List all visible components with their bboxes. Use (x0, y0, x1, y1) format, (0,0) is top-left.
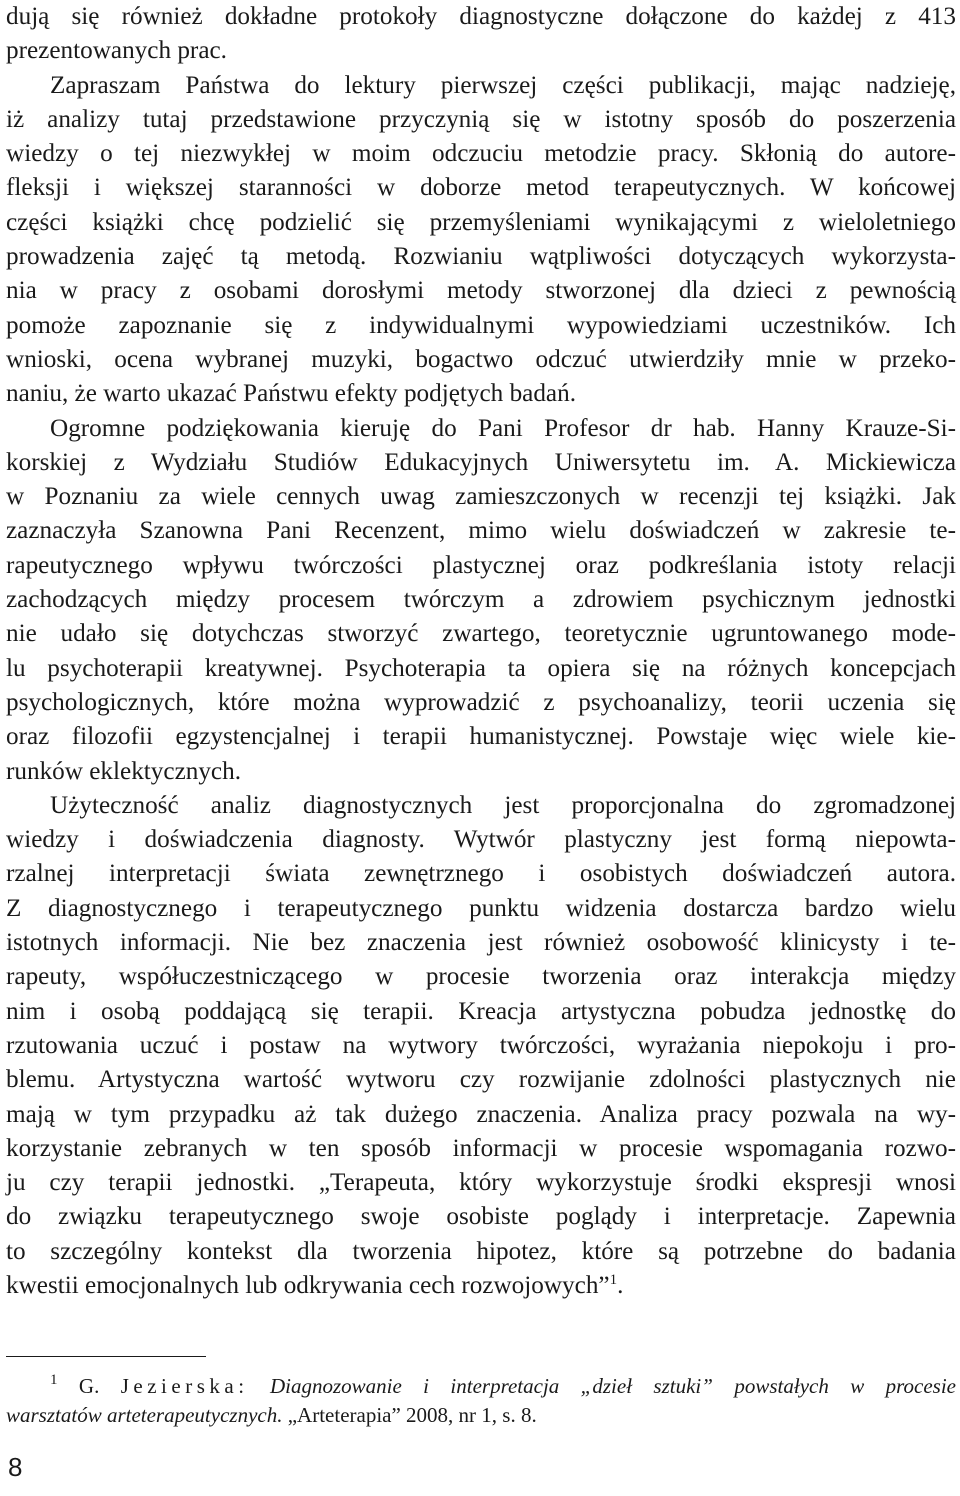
footnote-divider (6, 1356, 206, 1357)
text-line: psychologicznych, które można wyprowadzić z psychoanalizy, teorii uczenia się (6, 688, 956, 716)
text-line: wiedzy o tej niezwykłej w moim odczuciu metodzie pracy. Skłonią do autore- (6, 140, 956, 168)
text-line: dują się również dokładne protokoły diagnostyczne dołączone do każdej z 413 (6, 3, 956, 30)
text-line: korzystanie zebranych w ten sposób informacji w procesie wspomagania rozwo- (6, 1134, 956, 1162)
text-line: zaznaczyła Szanowna Pani Recenzent, mimo wielu doświadczeń w zakresie te- (6, 517, 956, 545)
footnote-source: „Arteterapia” 2008, nr 1, s. 8. (287, 1403, 537, 1427)
text-line: to szczególny kontekst dla tworzenia hipotez, które są potrzebne do badania (6, 1237, 956, 1265)
text-line: w Poznaniu za wiele cennych uwag zamieszczonych w recenzji tej książki. Jak (6, 483, 956, 511)
text-line: ju czy terapii jednostki. „Terapeuta, który wykorzystuje środki ekspresji wnosi (6, 1169, 956, 1197)
text-line: Z diagnostycznego i terapeutycznego punktu widzenia dostarcza bardzo wielu (6, 894, 956, 922)
text-line: rapeutycznego wpływu twórczości plastycznej oraz podkreślania istoty relacji (6, 551, 956, 579)
text-line: rzalnej interpretacji świata zewnętrznego i osobistych doświadczeń autora. (6, 860, 956, 888)
text-line: nie udało się dotychczas stworzyć zwartego, teoretycznie ugruntowanego mode- (6, 620, 956, 648)
text-line: Ogromne podziękowania kieruję do Pani Profesor dr hab. Hanny Krauze-Si- (50, 414, 956, 442)
footnote-marker: 1 (50, 1372, 58, 1388)
text-line: naniu, że warto ukazać Państwu efekty podjętych badań. (6, 380, 577, 408)
text-line: istotnych informacji. Nie bez znaczenia jest również osobowość klinicysty i te- (6, 929, 956, 957)
text-line: blemu. Artystyczna wartość wytworu czy rozwijanie zdolności plastycznych nie (6, 1066, 956, 1094)
footnote-title-part2: warsztatów arteterapeutycznych. (6, 1403, 283, 1427)
text-line: iż analizy tutaj przedstawione przyczynią się w istotny sposób do poszerzenia (6, 105, 956, 133)
text-line: pomoże zapoznanie się z indywidualnymi wypowiedziami uczestników. Ich (6, 311, 956, 339)
text-line: korskiej z Wydziału Studiów Edukacyjnych Uniwersytetu im. A. Mickiewicza (6, 448, 956, 476)
text-line: lu psychoterapii kreatywnej. Psychoterapia ta opiera się na różnych koncepcjach (6, 654, 956, 682)
text-line-with-footnote-ref: kwestii emocjonalnych lub odkrywania cech rozwojowych”$^1$. (6, 1271, 624, 1299)
text-line: fleksji i większej staranności w doborze metod terapeutycznych. W końcowej (6, 174, 956, 202)
text-line: części książki chcę podzielić się przemyśleniami wynikającymi z wieloletniego (6, 208, 956, 236)
text-line: rapeuty, współuczestniczącego w procesie tworzenia oraz interakcja między (6, 963, 956, 991)
page-number: 8 (8, 1452, 23, 1482)
text-line: wnioski, ocena wybranej muzyki, bogactwo odczuć utwierdziły mnie w przeko- (6, 345, 956, 373)
text-line: nim i osobą poddającą się terapii. Kreacja artystyczna pobudza jednostkę do (6, 997, 956, 1025)
text-line: kwestii emocjonalnych lub odkrywania cech rozwojowych” (6, 1271, 610, 1299)
text-line: nia w pracy z osobami dorosłymi metody stworzonej dla dzieci z pewnością (6, 277, 956, 305)
page-body (6, 0, 956, 1303)
footnote (6, 1372, 956, 1430)
main-text (6, 0, 956, 1303)
text-line: do związku terapeutycznego swoje osobiste poglądy i interpretacje. Zapewnia (6, 1203, 956, 1231)
footnote-author-surname: Jezierska: (120, 1374, 249, 1398)
text-line: prezentowanych prac. (6, 37, 227, 65)
footnote-line (6, 1372, 956, 1401)
footnote-title-part1: Diagnozowanie i interpretacja „dzieł sztuki” powstałych w procesie (269, 1374, 957, 1398)
footnote-author-initial: G. (78, 1374, 100, 1398)
text-line: wiedzy i doświadczenia diagnosty. Wytwór plastyczny jest formą niepowta- (6, 826, 956, 854)
text-line: Zapraszam Państwa do lektury pierwszej części publikacji, mając nadzieję, (50, 71, 956, 99)
text-line: oraz filozofii egzystencjalnej i terapii humanistycznej. Powstaje więc wiele kie- (6, 723, 956, 751)
text-line: runków eklektycznych. (6, 757, 242, 785)
footnote-line (6, 1401, 956, 1430)
text-line: prowadzenia zajęć tą metodą. Rozwianiu wątpliwości dotyczących wykorzysta- (6, 243, 956, 271)
text-line: Użyteczność analiz diagnostycznych jest proporcjonalna do zgromadzonej (50, 791, 956, 819)
text-line: rzutowania uczuć i postaw na wytwory twórczości, wyrażania niepokoju i pro- (6, 1031, 956, 1059)
text-line: zachodzących między procesem twórczym a zdrowiem psychicznym jednostki (6, 586, 956, 614)
text-line: mają w tym przypadku aż tak dużego znaczenia. Analiza pracy pozwala na wy- (6, 1100, 956, 1128)
footnote-reference[interactable]: 1 (609, 1271, 618, 1288)
